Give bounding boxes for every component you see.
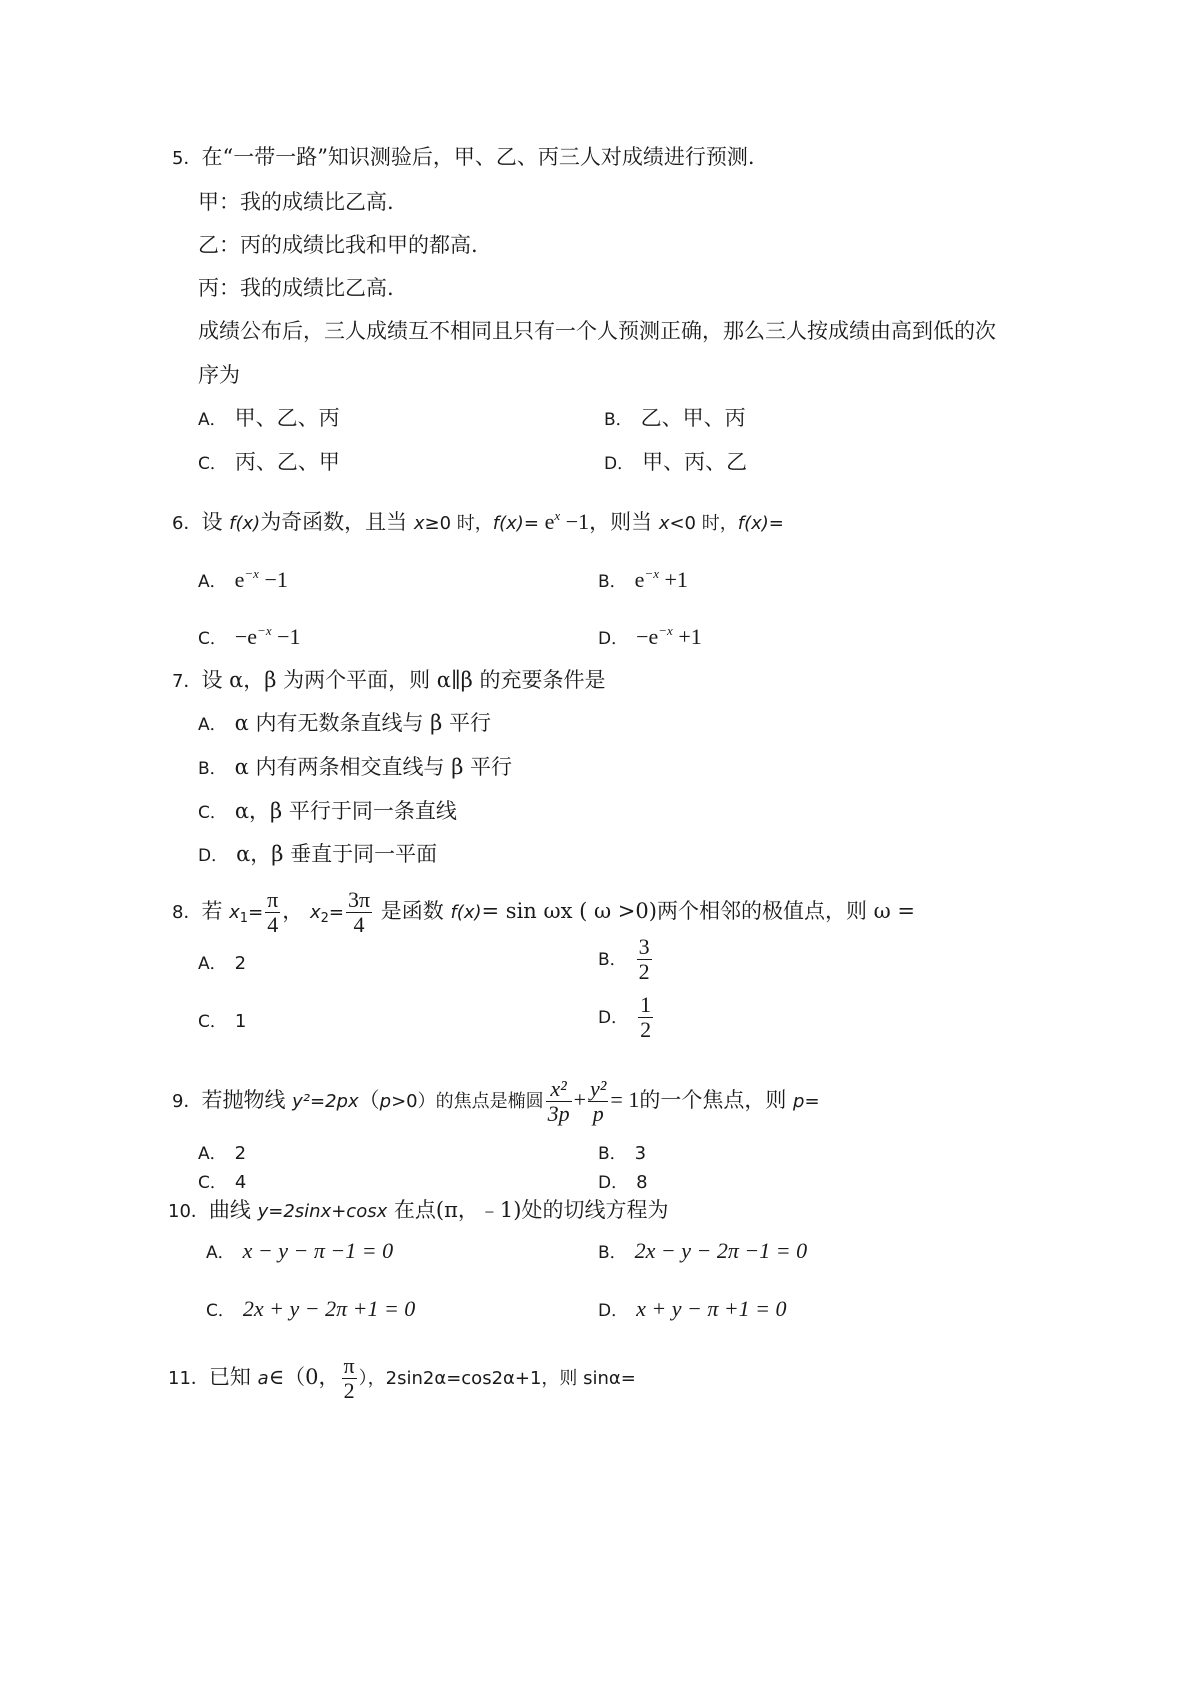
math-var: x: [309, 902, 321, 923]
option-text: x + y − π +1 = 0: [636, 1296, 787, 1321]
q6-option-b: [598, 559, 688, 597]
q5-number: 5．: [172, 148, 202, 169]
q7-number: 7．: [172, 671, 202, 692]
q9-option-a: [198, 1137, 246, 1169]
q5-jia: 甲：我的成绩比乙高.: [198, 190, 394, 214]
q7-option-a: [198, 708, 491, 740]
q5-continuation-1: 成绩公布后，三人成绩互不相同且只有一个人预测正确，那么三人按成绩由高到低的次: [198, 319, 996, 343]
text: ，则当: [589, 510, 659, 534]
text: >0）的焦点是椭圆: [391, 1091, 544, 1112]
option-text: 3: [634, 1143, 647, 1164]
math-base: −e: [636, 624, 659, 649]
option-text: 4: [234, 1172, 247, 1193]
option-text: 2: [234, 1143, 247, 1164]
q5-option-d: [604, 447, 747, 479]
q8-option-a: [198, 947, 246, 979]
option-text: α，β 垂直于同一平面: [236, 842, 438, 866]
math-sub: 2: [320, 911, 329, 926]
option-label: A．: [198, 954, 227, 974]
text: = sin ωx ( ω >0)两个相邻的极值点，则 ω =: [481, 899, 916, 923]
denominator: 4: [346, 912, 372, 937]
q6-option-a: [198, 559, 288, 597]
option-label: C．: [198, 1173, 227, 1193]
q8-option-b: [598, 935, 654, 984]
option-text: 2x + y − 2π +1 = 0: [242, 1296, 416, 1321]
math-var: x: [229, 902, 240, 923]
text: 在点(π，﹣1)处的切线方程为: [387, 1198, 669, 1222]
math-base: e: [634, 567, 645, 592]
q5-stem-text: 在“一带一路”知识测验后，甲、乙、丙三人对成绩进行预测.: [201, 145, 755, 169]
text: （: [358, 1088, 380, 1112]
math-var: f(x): [492, 513, 524, 534]
text: 若抛物线: [201, 1088, 293, 1112]
text: ，: [282, 899, 310, 923]
denominator: 2: [638, 959, 650, 984]
q10-option-a: [206, 1236, 393, 1268]
q7-option-b: [198, 752, 512, 784]
text: =: [248, 902, 264, 923]
math-rest: = 1: [610, 1087, 640, 1112]
option-label: B．: [604, 410, 633, 430]
math-base: e: [234, 567, 245, 592]
math-var: f(x): [229, 513, 261, 534]
q10-stem: [168, 1195, 668, 1227]
math-rest: +1: [672, 624, 702, 649]
math-base: e: [544, 509, 555, 534]
text: 已知: [208, 1365, 258, 1389]
denominator: 2: [640, 1017, 652, 1042]
q10-option-c: [206, 1294, 415, 1326]
denominator: 3p: [547, 1101, 570, 1126]
q10-number: 10．: [168, 1201, 209, 1222]
q10-option-d: [598, 1294, 787, 1326]
q5-stem: [172, 142, 755, 174]
numerator: π: [343, 1353, 355, 1378]
option-text: 8: [636, 1172, 648, 1193]
q9-option-d: [598, 1166, 648, 1198]
q9-stem: [172, 1077, 820, 1126]
q7-stem-text: 设 α，β 为两个平面，则 α∥β 的充要条件是: [201, 668, 606, 692]
option-label: A．: [198, 715, 227, 735]
option-label: A．: [198, 410, 227, 430]
numerator: x²: [550, 1076, 567, 1101]
math-var: x: [413, 513, 425, 534]
text: =: [523, 513, 545, 534]
math-var: a: [257, 1368, 269, 1389]
option-label: B．: [598, 572, 627, 592]
option-label: A．: [198, 572, 227, 592]
denominator: 2: [342, 1378, 357, 1403]
fraction-3-over-2: [637, 935, 652, 984]
math-base: −e: [234, 624, 258, 649]
option-text: 乙、甲、丙: [640, 406, 746, 430]
option-label: C．: [198, 1012, 227, 1032]
math-var: x: [658, 513, 670, 534]
math-var: p: [379, 1091, 392, 1112]
option-label: D．: [598, 629, 629, 649]
q6-option-d: [598, 616, 702, 654]
option-label: C．: [198, 629, 227, 649]
numerator: 3π: [348, 887, 371, 912]
option-label: A．: [198, 1144, 227, 1164]
text: 的一个焦点，则: [639, 1088, 794, 1112]
fraction-x2-over-3p: [546, 1077, 572, 1126]
math-var: p: [793, 1091, 805, 1112]
fraction-y2-over-p: [588, 1077, 608, 1126]
q9-option-c: [198, 1166, 246, 1198]
option-text: 甲、乙、丙: [234, 406, 340, 430]
q10-option-b: [598, 1236, 807, 1268]
q9-number: 9．: [172, 1091, 202, 1112]
math-rest: −1: [258, 567, 288, 592]
q7-stem: [172, 665, 606, 697]
option-label: D．: [598, 1173, 629, 1193]
text: ），2sin2α=cos2α+1，则 sinα=: [358, 1368, 636, 1389]
math-sup: −x: [257, 623, 272, 638]
q7-option-c: [198, 796, 457, 828]
fraction-pi-over-4: [265, 888, 280, 937]
option-text: 2: [234, 953, 247, 974]
math-sup: −x: [244, 566, 259, 581]
text: 为奇函数，且当: [260, 510, 414, 534]
math-expr: y²=2px: [292, 1091, 359, 1112]
q11-number: 11．: [168, 1368, 209, 1389]
math-rest: −1: [560, 509, 590, 534]
option-label: B．: [598, 950, 627, 970]
q8-number: 8．: [172, 902, 202, 923]
q5-option-c: [198, 447, 340, 479]
option-label: B．: [198, 759, 227, 779]
denominator: 4: [265, 912, 280, 937]
option-label: D．: [198, 846, 229, 866]
q6-option-c: [198, 616, 301, 654]
text: =: [328, 902, 344, 923]
fraction-1-over-2: [638, 993, 653, 1042]
math-rest: +1: [658, 567, 688, 592]
q5-continuation-2: 序为: [198, 363, 240, 387]
option-label: D．: [598, 1301, 629, 1321]
math-op: +: [573, 1087, 587, 1112]
q11-stem: [168, 1354, 636, 1403]
option-label: C．: [198, 803, 227, 823]
option-label: D．: [598, 1008, 629, 1028]
q6-number: 6．: [172, 513, 202, 534]
q5-yi: 乙：丙的成绩比我和甲的都高.: [198, 233, 478, 257]
numerator: π: [267, 887, 279, 912]
math-rest: −1: [271, 624, 301, 649]
numerator: 1: [640, 992, 652, 1017]
option-text: α，β 平行于同一条直线: [234, 799, 457, 823]
option-text: x − y − π −1 = 0: [242, 1238, 394, 1263]
math-var: f(x): [450, 902, 482, 923]
option-label: B．: [598, 1243, 627, 1263]
q8-option-d: [598, 993, 655, 1042]
text: ∈（0，: [268, 1365, 340, 1389]
q5-option-a: [198, 403, 340, 435]
option-label: C．: [198, 454, 227, 474]
math-sub: 1: [239, 911, 249, 926]
text: 若: [201, 899, 230, 923]
option-label: B．: [598, 1144, 627, 1164]
text: ≥0 时，: [424, 513, 493, 534]
text: 设: [201, 510, 230, 534]
option-label: C．: [206, 1301, 235, 1321]
math-sup: −x: [644, 566, 659, 581]
option-text: 甲、丙、乙: [642, 450, 748, 474]
text: <0 时，: [669, 513, 738, 534]
text: 曲线: [208, 1198, 258, 1222]
denominator: p: [588, 1101, 608, 1126]
q6-stem: [172, 501, 784, 539]
text: 是函数: [374, 899, 451, 923]
numerator: 3: [638, 934, 650, 959]
math-var: f(x): [737, 513, 769, 534]
text: =: [768, 513, 784, 534]
q5-option-b: [604, 403, 746, 435]
option-text: α 内有无数条直线与 β 平行: [234, 711, 491, 735]
fraction-pi-over-2: [342, 1354, 357, 1403]
q5-bing: 丙：我的成绩比乙高.: [198, 276, 394, 300]
math-expr: y=2sinx+cosx: [257, 1201, 388, 1222]
numerator: y²: [590, 1076, 607, 1101]
fraction-3pi-over-4: [346, 888, 372, 937]
q9-option-b: [598, 1137, 646, 1169]
math-sup: x: [554, 508, 561, 523]
q8-option-c: [198, 1005, 246, 1037]
option-text: α 内有两条相交直线与 β 平行: [234, 755, 513, 779]
text: =: [804, 1091, 820, 1112]
math-sup: −x: [658, 623, 673, 638]
q7-option-d: [198, 839, 437, 871]
q8-stem: [172, 888, 915, 937]
option-text: 2x − y − 2π −1 = 0: [634, 1238, 808, 1263]
option-text: 1: [234, 1011, 247, 1032]
option-text: 丙、乙、甲: [234, 450, 340, 474]
option-label: D．: [604, 454, 635, 474]
option-label: A．: [206, 1243, 235, 1263]
